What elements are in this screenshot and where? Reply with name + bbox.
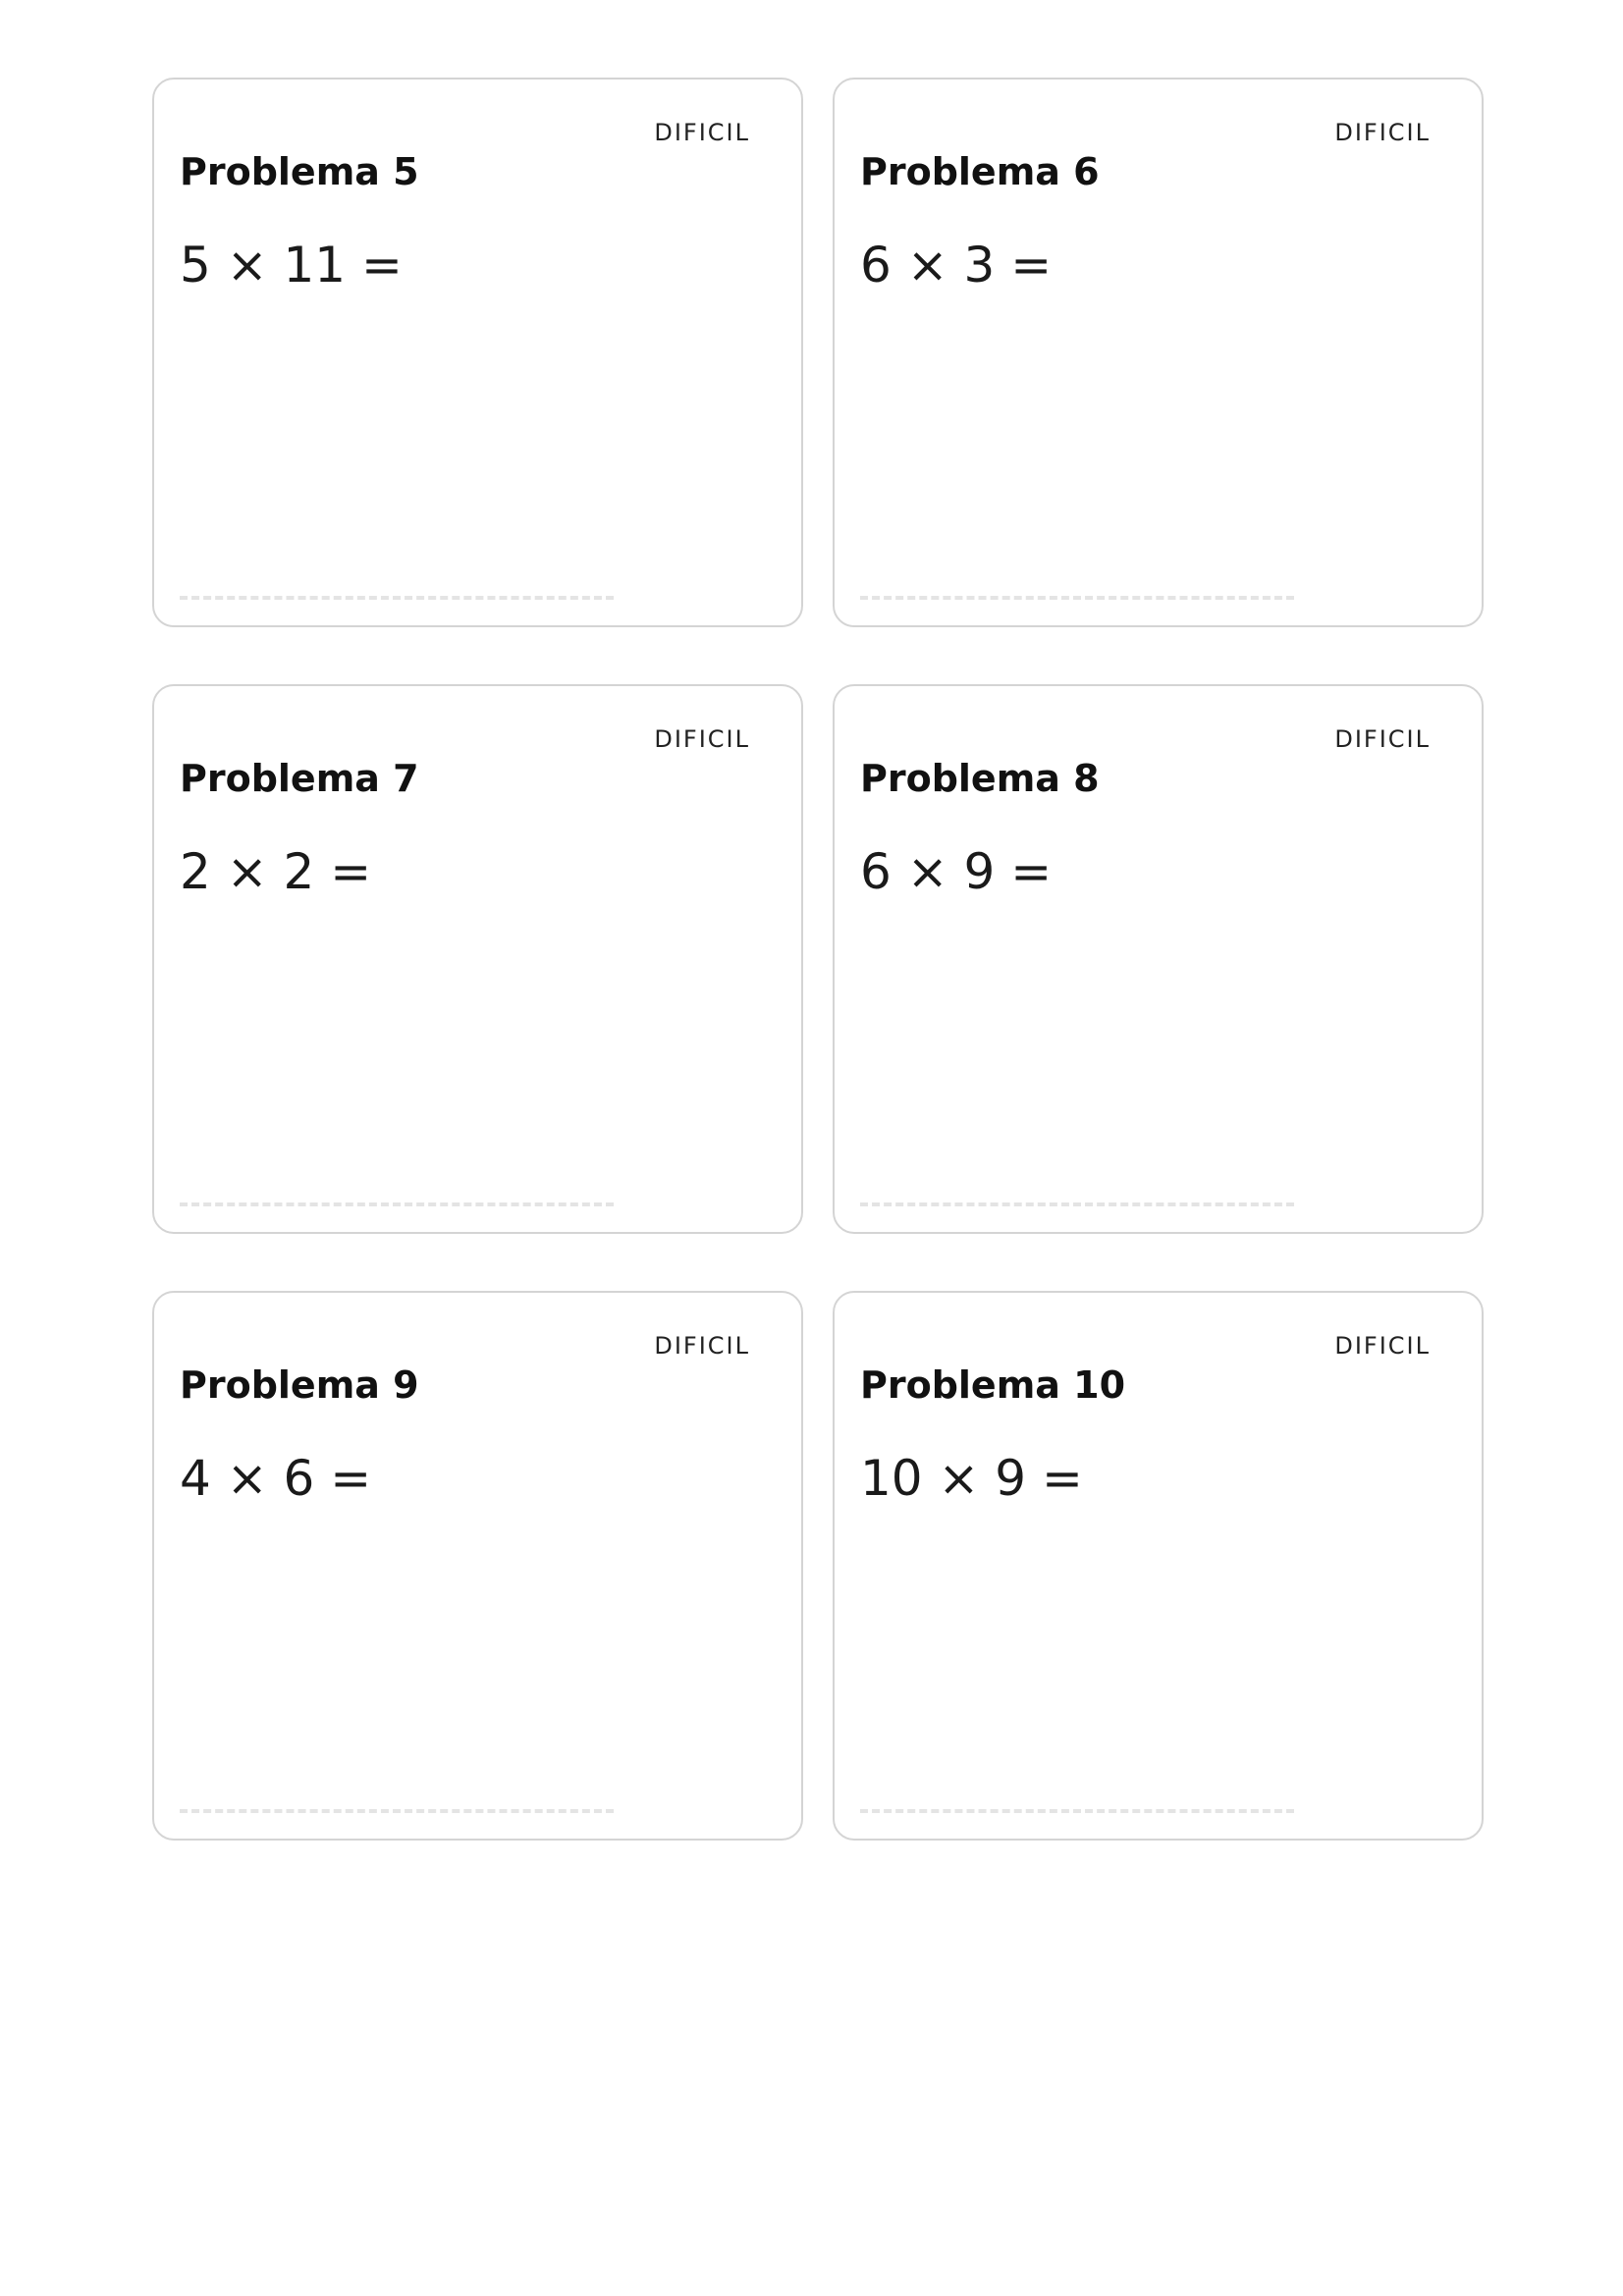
problem-expression: 10 × 9 = <box>860 1450 1083 1507</box>
answer-line <box>860 596 1294 600</box>
problem-card <box>833 1291 1484 1841</box>
answer-line <box>180 1809 614 1813</box>
problem-card <box>152 1291 803 1841</box>
problem-expression: 5 × 11 = <box>180 237 403 294</box>
problem-expression: 6 × 3 = <box>860 237 1053 294</box>
answer-line <box>860 1809 1294 1813</box>
problem-title: Problema 5 <box>180 150 419 193</box>
answer-line <box>860 1202 1294 1206</box>
problem-card <box>152 684 803 1234</box>
problem-card <box>833 78 1484 627</box>
problem-expression: 6 × 9 = <box>860 843 1053 900</box>
problem-expression: 4 × 6 = <box>180 1450 372 1507</box>
difficulty-badge: DIFICIL <box>1334 1332 1431 1360</box>
difficulty-badge: DIFICIL <box>654 119 750 146</box>
problem-title: Problema 6 <box>860 150 1100 193</box>
difficulty-badge: DIFICIL <box>654 1332 750 1360</box>
problem-card <box>152 78 803 627</box>
problem-title: Problema 10 <box>860 1363 1126 1407</box>
problem-title: Problema 9 <box>180 1363 419 1407</box>
difficulty-badge: DIFICIL <box>1334 119 1431 146</box>
problem-title: Problema 7 <box>180 757 419 800</box>
problem-card <box>833 684 1484 1234</box>
answer-line <box>180 1202 614 1206</box>
problem-expression: 2 × 2 = <box>180 843 372 900</box>
difficulty-badge: DIFICIL <box>1334 725 1431 753</box>
worksheet-grid <box>152 78 1484 1841</box>
problem-title: Problema 8 <box>860 757 1100 800</box>
difficulty-badge: DIFICIL <box>654 725 750 753</box>
answer-line <box>180 596 614 600</box>
